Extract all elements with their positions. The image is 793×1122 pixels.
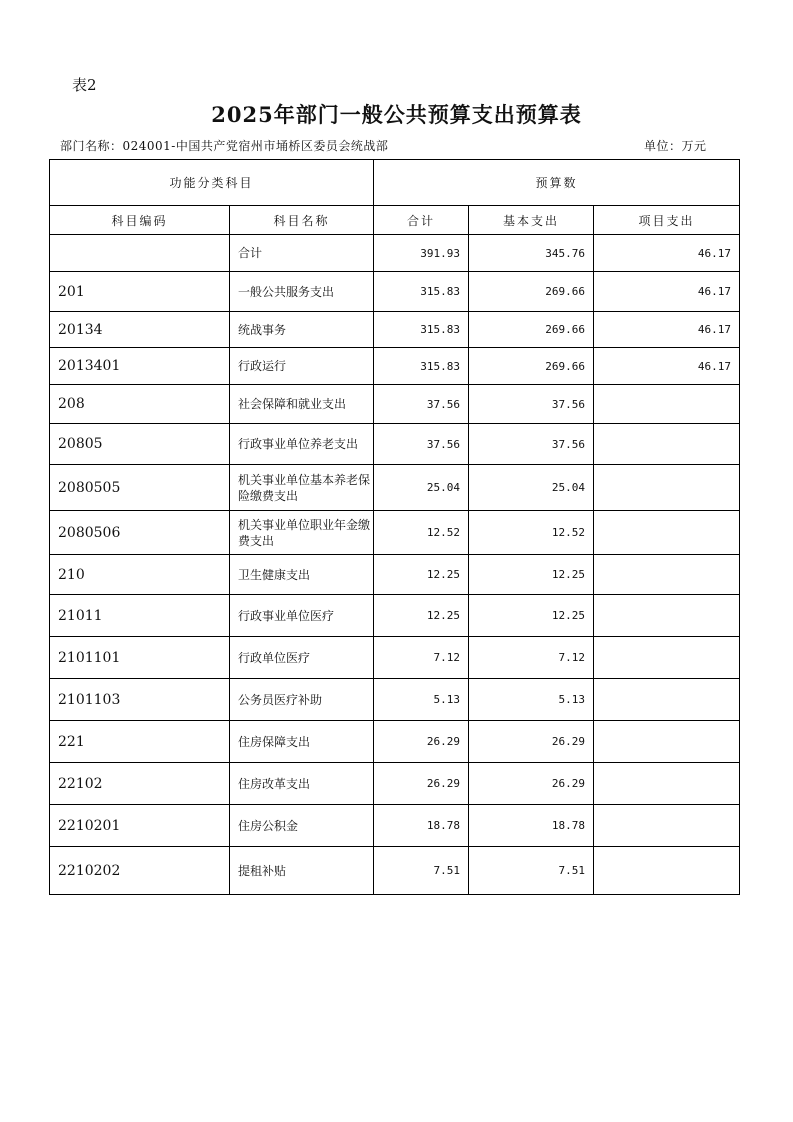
header-project: 项目支出 <box>594 206 740 235</box>
row-name: 住房公积金 <box>230 805 374 847</box>
row-name: 行政事业单位医疗 <box>230 595 374 637</box>
row-code: 21011 <box>50 595 230 637</box>
row-code: 2080506 <box>50 511 230 555</box>
header-basic: 基本支出 <box>469 206 594 235</box>
row-total: 12.25 <box>374 555 469 595</box>
table-label: 表2 <box>72 76 97 94</box>
row-code: 221 <box>50 721 230 763</box>
row-total: 25.04 <box>374 465 469 511</box>
row-project <box>594 385 740 424</box>
row-code <box>50 235 230 272</box>
row-basic: 269.66 <box>469 312 594 348</box>
table-row <box>50 679 740 721</box>
row-project <box>594 637 740 679</box>
table-row <box>50 465 740 511</box>
row-total: 7.51 <box>374 847 469 895</box>
row-project <box>594 679 740 721</box>
row-total: 7.12 <box>374 637 469 679</box>
department-name: 部门名称：024001-中国共产党宿州市埇桥区委员会统战部 <box>60 139 389 153</box>
row-basic: 12.25 <box>469 595 594 637</box>
row-basic: 269.66 <box>469 348 594 385</box>
row-code: 2101101 <box>50 637 230 679</box>
header-code: 科目编码 <box>50 206 230 235</box>
row-basic: 37.56 <box>469 385 594 424</box>
row-name: 提租补贴 <box>230 847 374 895</box>
table-row <box>50 385 740 424</box>
row-basic: 26.29 <box>469 721 594 763</box>
row-basic: 12.25 <box>469 555 594 595</box>
table-row <box>50 721 740 763</box>
row-name: 机关事业单位基本养老保险缴费支出 <box>230 465 374 511</box>
row-total: 37.56 <box>374 385 469 424</box>
header-function-classification: 功能分类科目 <box>50 160 374 206</box>
table-row <box>50 763 740 805</box>
row-total: 5.13 <box>374 679 469 721</box>
table-row <box>50 348 740 385</box>
row-basic: 345.76 <box>469 235 594 272</box>
row-basic: 269.66 <box>469 272 594 312</box>
row-basic: 7.12 <box>469 637 594 679</box>
row-name: 住房保障支出 <box>230 721 374 763</box>
row-name: 住房改革支出 <box>230 763 374 805</box>
row-total: 315.83 <box>374 272 469 312</box>
row-project <box>594 465 740 511</box>
row-project <box>594 805 740 847</box>
row-total: 26.29 <box>374 763 469 805</box>
unit-label: 单位：万元 <box>644 139 707 153</box>
row-code: 22102 <box>50 763 230 805</box>
row-project <box>594 721 740 763</box>
row-code: 2210201 <box>50 805 230 847</box>
table-row <box>50 637 740 679</box>
row-basic: 7.51 <box>469 847 594 895</box>
table-row <box>50 272 740 312</box>
row-name: 行政单位医疗 <box>230 637 374 679</box>
table-row <box>50 555 740 595</box>
row-project: 46.17 <box>594 312 740 348</box>
table-row <box>50 235 740 272</box>
row-basic: 18.78 <box>469 805 594 847</box>
row-name: 卫生健康支出 <box>230 555 374 595</box>
row-code: 2101103 <box>50 679 230 721</box>
row-project: 46.17 <box>594 272 740 312</box>
row-name: 合计 <box>230 235 374 272</box>
row-code: 20134 <box>50 312 230 348</box>
row-name: 社会保障和就业支出 <box>230 385 374 424</box>
row-project: 46.17 <box>594 235 740 272</box>
row-project <box>594 847 740 895</box>
row-project: 46.17 <box>594 348 740 385</box>
row-basic: 25.04 <box>469 465 594 511</box>
row-name: 机关事业单位职业年金缴费支出 <box>230 511 374 555</box>
row-project <box>594 511 740 555</box>
row-name: 公务员医疗补助 <box>230 679 374 721</box>
table-row <box>50 805 740 847</box>
row-name: 一般公共服务支出 <box>230 272 374 312</box>
row-total: 391.93 <box>374 235 469 272</box>
table-row <box>50 424 740 465</box>
row-name: 行政事业单位养老支出 <box>230 424 374 465</box>
row-project <box>594 555 740 595</box>
row-basic: 12.52 <box>469 511 594 555</box>
row-code: 2210202 <box>50 847 230 895</box>
table-row <box>50 595 740 637</box>
row-total: 12.25 <box>374 595 469 637</box>
table-row <box>50 511 740 555</box>
row-project <box>594 595 740 637</box>
table-row <box>50 847 740 895</box>
budget-rows <box>50 235 740 895</box>
header-budget-amount: 预算数 <box>374 160 740 206</box>
row-name: 行政运行 <box>230 348 374 385</box>
row-basic: 37.56 <box>469 424 594 465</box>
row-total: 315.83 <box>374 312 469 348</box>
row-code: 2013401 <box>50 348 230 385</box>
row-code: 201 <box>50 272 230 312</box>
row-total: 315.83 <box>374 348 469 385</box>
row-project <box>594 763 740 805</box>
row-basic: 26.29 <box>469 763 594 805</box>
row-code: 2080505 <box>50 465 230 511</box>
row-code: 210 <box>50 555 230 595</box>
table-row <box>50 312 740 348</box>
row-total: 12.52 <box>374 511 469 555</box>
row-total: 26.29 <box>374 721 469 763</box>
row-name: 统战事务 <box>230 312 374 348</box>
row-total: 18.78 <box>374 805 469 847</box>
header-total: 合计 <box>374 206 469 235</box>
row-code: 20805 <box>50 424 230 465</box>
budget-table <box>49 159 740 895</box>
row-total: 37.56 <box>374 424 469 465</box>
row-basic: 5.13 <box>469 679 594 721</box>
row-project <box>594 424 740 465</box>
row-code: 208 <box>50 385 230 424</box>
header-name: 科目名称 <box>230 206 374 235</box>
page-title: 2025年部门一般公共预算支出预算表 <box>211 102 582 127</box>
